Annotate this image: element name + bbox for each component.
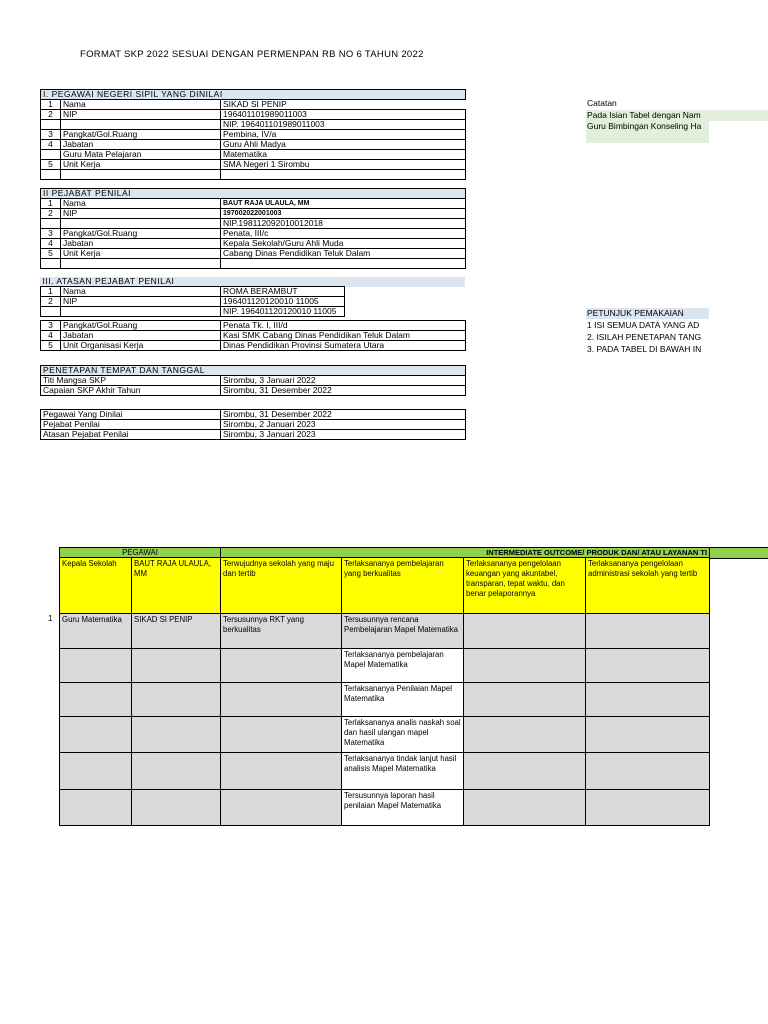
row-label: NIP [61, 110, 221, 120]
pegawai-header: I. PEGAWAI NEGERI SIPIL YANG DINILAI [41, 90, 466, 100]
table-cell [586, 614, 710, 649]
row-no: 5 [41, 160, 61, 170]
row-label: Atasan Pejabat Penilai [41, 430, 221, 440]
row-no [41, 307, 61, 317]
table-cell [464, 753, 586, 790]
table-cell: Tersusunnya RKT yang berkualitas [221, 614, 342, 649]
table-cell [464, 614, 586, 649]
row-value: Cabang Dinas Pendidikan Teluk Dalam [221, 249, 466, 259]
row-label: Jabatan [61, 140, 221, 150]
table-cell [464, 683, 586, 717]
table-cell: Terlaksananya tindak lanjut hasil analisis Mapel Matematika [342, 753, 464, 790]
row-no: 4 [41, 331, 61, 341]
row-no [41, 150, 61, 160]
table-cell [586, 753, 710, 790]
row-no: 2 [41, 209, 61, 219]
row-value: 196401101989011003 [221, 110, 466, 120]
skp-table [59, 547, 710, 826]
pegawai-table [40, 89, 466, 180]
row-value [221, 170, 466, 180]
row-label: Jabatan [61, 239, 221, 249]
yellow-cell: Terlaksananya pembelajaran yang berkualitas [342, 558, 464, 614]
row-no: 2 [41, 297, 61, 307]
row-no: 4 [41, 239, 61, 249]
row-label: Pangkat/Gol.Ruang [61, 229, 221, 239]
row-label: Unit Kerja [61, 249, 221, 259]
pejabat-header: II PEJABAT PENILAI [41, 189, 466, 199]
row-no: 5 [41, 249, 61, 259]
row-label: Capaian SKP Akhir Tahun [41, 386, 221, 396]
row-no [41, 219, 61, 229]
yellow-cell: Terlaksananya pengelolaan administrasi sekolah yang tertib [586, 558, 710, 614]
row-label: Nama [61, 287, 221, 297]
yellow-cell: BAUT RAJA ULAULA, MM [132, 558, 221, 614]
row-value: Sirombu, 3 Januari 2023 [221, 430, 466, 440]
row-value: 196401120120010 11005 [221, 297, 345, 307]
row-value: Sirombu, 3 Januari 2022 [221, 376, 466, 386]
row-no [41, 259, 61, 269]
table-cell [132, 717, 221, 753]
table-cell [464, 790, 586, 826]
yellow-cell: Kepala Sekolah [60, 558, 132, 614]
row-label: Nama [61, 100, 221, 110]
table-cell [132, 753, 221, 790]
row-no [41, 170, 61, 180]
row-label: Jabatan [61, 331, 221, 341]
pegawai-col-header: PEGAWAI [60, 548, 221, 558]
row-value: Guru Ahli Madya [221, 140, 466, 150]
table-cell: Terlaksananya analis naskah soal dan hasil ulangan mapel Matematika [342, 717, 464, 753]
row-value: Dinas Pendidikan Provinsi Sumatera Utara [221, 341, 466, 351]
row-value: Sirombu, 31 Desember 2022 [221, 410, 466, 420]
row-label: Pejabat Penilai [41, 420, 221, 430]
atasan-table [40, 277, 345, 317]
row-value: Penata Tk. I, III/d [221, 321, 466, 331]
row-no: 3 [41, 321, 61, 331]
row-label: NIP [61, 297, 221, 307]
table-cell [586, 717, 710, 753]
catatan-title: Catatan [587, 98, 617, 108]
penetapan-header: PENETAPAN TEMPAT DAN TANGGAL [41, 366, 466, 376]
row-value: NIP.198112092010012018 [221, 219, 466, 229]
table-cell [221, 753, 342, 790]
row-label [61, 170, 221, 180]
row-label: Pegawai Yang Dinilai [41, 410, 221, 420]
pejabat-table [40, 188, 466, 269]
penetapan-table [40, 365, 466, 396]
table-cell [221, 649, 342, 683]
table-cell [60, 717, 132, 753]
row-value: Sirombu, 2 Januari 2023 [221, 420, 466, 430]
row-label [61, 219, 221, 229]
row-no: 2 [41, 110, 61, 120]
row-value: Sirombu, 31 Desember 2022 [221, 386, 466, 396]
row-number: 1 [48, 614, 53, 623]
page-title: FORMAT SKP 2022 SESUAI DENGAN PERMENPAN RB NO 6 TAHUN 2022 [80, 49, 424, 60]
atasan-header: III. ATASAN PEJABAT PENILAI [42, 277, 175, 286]
table-cell [60, 753, 132, 790]
table-cell [60, 683, 132, 717]
catatan-line1: Pada Isian Tabel dengan Nam [586, 110, 768, 121]
penetapan-table-2 [40, 409, 466, 440]
row-label: Guru Mata Pelajaran [61, 150, 221, 160]
row-value: BAUT RAJA ULAULA, MM [221, 199, 466, 209]
table-cell [464, 717, 586, 753]
row-label: Unit Kerja [61, 160, 221, 170]
table-cell [132, 790, 221, 826]
row-no [41, 120, 61, 130]
table-cell: Terlaksananya Penilaian Mapel Matematika [342, 683, 464, 717]
table-cell: Tersusunnya rencana Pembelajaran Mapel Matematika [342, 614, 464, 649]
row-value: ROMA BERAMBUT [221, 287, 345, 297]
row-no: 5 [41, 341, 61, 351]
table-cell: Tersusunnya laporan hasil penilaian Mapel Matematika [342, 790, 464, 826]
row-label: NIP [61, 209, 221, 219]
yellow-cell: Terlaksananya pengelolaan keuangan yang akuntabel, transparan, tepat waktu, dan benar pelaporannya [464, 558, 586, 614]
petunjuk-item-3: 3. PADA TABEL DI BAWAH IN [587, 344, 702, 354]
row-no: 4 [41, 140, 61, 150]
table-cell [586, 683, 710, 717]
row-no: 1 [41, 100, 61, 110]
table-cell [221, 790, 342, 826]
row-no: 3 [41, 130, 61, 140]
row-value: Kasi SMK Cabang Dinas Pendidikan Teluk Dalam [221, 331, 466, 341]
catatan-line2: Guru Bimbingan Konseling Ha [586, 121, 709, 143]
row-label: Pangkat/Gol.Ruang [61, 130, 221, 140]
row-label: Unit Organisasi Kerja [61, 341, 221, 351]
row-value [221, 259, 466, 269]
table-cell [60, 790, 132, 826]
table-cell [586, 649, 710, 683]
row-label [61, 307, 221, 317]
row-value: NIP. 196401101989011003 [221, 120, 466, 130]
petunjuk-item-1: 1 ISI SEMUA DATA YANG AD [587, 320, 700, 330]
table-cell [221, 683, 342, 717]
table-cell: Guru Matematika [60, 614, 132, 649]
row-value: SMA Negeri 1 Sirombu [221, 160, 466, 170]
row-value: 197002022001003 [221, 209, 466, 219]
row-value: SIKAD SI PENIP [221, 100, 466, 110]
row-no: 3 [41, 229, 61, 239]
row-label: Pangkat/Gol.Ruang [61, 321, 221, 331]
outcome-col-header: INTERMEDIATE OUTCOME/ PRODUK DAN/ ATAU LAYANAN TI [221, 548, 710, 558]
atasan-table-2 [40, 320, 466, 351]
row-value: NIP. 196401120120010 11005 [221, 307, 345, 317]
row-value: Kepala Sekolah/Guru Ahli Muda [221, 239, 466, 249]
table-cell: Terlaksananya pembelajaran Mapel Matematika [342, 649, 464, 683]
row-value: Matematika [221, 150, 466, 160]
row-label [61, 259, 221, 269]
petunjuk-title: PETUNJUK PEMAKAIAN [586, 308, 709, 319]
table-cell [464, 649, 586, 683]
row-label: Titi Mangsa SKP [41, 376, 221, 386]
row-label: Nama [61, 199, 221, 209]
table-cell: SIKAD SI PENIP [132, 614, 221, 649]
row-no: 1 [41, 199, 61, 209]
table-cell [132, 683, 221, 717]
header-extension [708, 547, 768, 559]
row-value: Penata, III/c [221, 229, 466, 239]
row-label [61, 120, 221, 130]
table-cell [132, 649, 221, 683]
table-cell [60, 649, 132, 683]
yellow-cell: Terwujudnya sekolah yang maju dan tertib [221, 558, 342, 614]
row-no: 1 [41, 287, 61, 297]
table-cell [586, 790, 710, 826]
table-cell [221, 717, 342, 753]
row-value: Pembina, IV/a [221, 130, 466, 140]
petunjuk-item-2: 2. ISILAH PENETAPAN TANG [587, 332, 702, 342]
